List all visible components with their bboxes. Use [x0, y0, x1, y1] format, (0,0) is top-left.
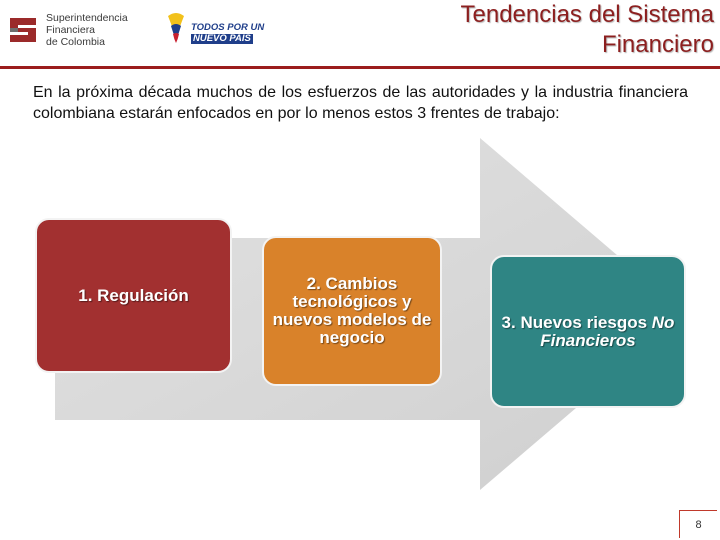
- superintendencia-wordmark: Superintendencia Financiera de Colombia: [46, 12, 128, 48]
- nuevo-pais-wordmark: TODOS POR UN NUEVO PAÍS: [191, 22, 265, 44]
- intro-paragraph: En la próxima década muchos de los esfuerzos de las autoridades y la industria financiera colombiana estarán enfocados en por lo menos estos 3 frentes de trabajo:: [33, 84, 688, 122]
- front-nuevos-riesgos-label: 3. Nuevos riesgos No Financieros: [501, 312, 675, 350]
- page-number: 8: [679, 510, 717, 538]
- front-regulacion: [35, 218, 232, 373]
- front-cambios-tecnologicos-label: 2. Cambios tecnológicos y nuevos modelos de negocio: [272, 274, 432, 347]
- front-regulacion-label: 1. Regulación: [78, 285, 189, 305]
- slide-title: Tendencias del Sistema Financiero: [460, 1, 714, 58]
- front-nuevos-riesgos: [490, 255, 686, 408]
- front-cambios-tecnologicos: [262, 236, 442, 386]
